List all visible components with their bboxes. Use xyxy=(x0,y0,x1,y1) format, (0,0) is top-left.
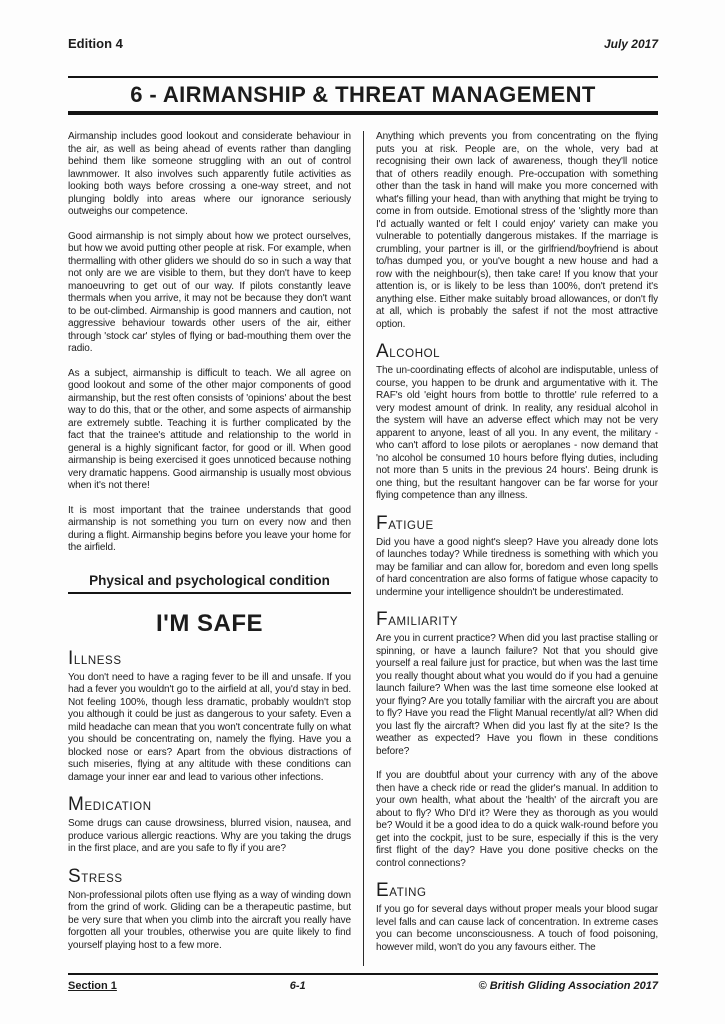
intro-paragraph-1: Airmanship includes good lookout and considerate behaviour in the air, as well as being ahead of events rather than dangling behind them like someone struggling with an out of control lawnmower. It also involves such apparently futile activities as looking both ways before crossing a one-way street, and not plunging boldly into areas where our ignorance seriously outweighs our competence. xyxy=(68,131,351,217)
section-body-fatigue: Did you have a good night's sleep? Have you already done lots of launches today? While tiredness is something with which you may be familiar and can allow for, boredom and even long spells of hard concentration are also forms of fatigue whose capacity to undermine your intelligence shouldn't be underestimated. xyxy=(376,536,658,598)
footer-section-label: Section 1 xyxy=(68,980,117,992)
footer-page-number: 6-1 xyxy=(289,980,306,992)
section-heading-fatigue: FATIGUE xyxy=(376,512,434,534)
section-body-stress: Non-professional pilots often use flying as a way of winding down from the grind of work. Gliding can be a therapeutic pastime, but be very sure that when you climb into the aircraft you really have forgotten all your troubles, otherwise you are quite likely to find yourself playing host to a few more. xyxy=(68,889,351,951)
section-body-familiarity-2: If you are doubtful about your currency with any of the above then have a check ride or read the glider's manual. In addition to your own health, what about the 'health' of the aircraft you are about to fly? Who DI'd it? Were they as thorough as you would be? Would it be a good idea to do a quick walk-round before you get into the cockpit, just to be sure, especially if this is the very first flight of the day? Have you done positive checks on the control connections? xyxy=(376,770,658,869)
intro-paragraph-4: It is most important that the trainee understands that good airmanship is not something you turn on every now and then during a flight. Airmanship begins before you leave your home for the airfield. xyxy=(68,504,351,553)
section-heading-illness: ILLNESS xyxy=(68,647,122,669)
intro-paragraph-2: Good airmanship is not simply about how we protect ourselves, but how we avoid putting other people at risk. For example, when thermalling with other gliders we should do so in such a way that not only are we are visible to them, but they don't have to keep manoeuvring to get out of our way. If pilots constantly leave thermals when you arrive, it may not be because they don't want to be out-climbed. Airmanship is good manners and caution, not aggressive behaviour towards other users of the air, either through 'stock car' styles of flying or bad-mouthing them over the radio. xyxy=(68,230,351,354)
concentration-paragraph: Anything which prevents you from concentrating on the flying puts you at risk. People are, on the whole, very bad at recognising their own lack of awareness, though they'll notice that of others readily enough. Pre-occupation with something other than the task in hand will make you more concerned with what's filling your head, than with anything that might be trying to come in from outside. Emotional stress of the 'slightly more than I'd actually wanted or felt I could enjoy' variety can make you vulnerable to potentially dangerous mistakes. If the marriage is crumbling, your partner is ill, or the girlfriend/boyfriend is about to/has dumped you, or you've bought a new house and had a row with the neighbour(s), then take care! If you know that your attention is, or is likely to be less than 100%, don't pretend it's anything else. Either make suitably broad allowances, or don't fly at all, which is probably the safest if not the most attractive option. xyxy=(376,131,658,330)
section-heading-eating: EATING xyxy=(376,880,427,901)
section-heading-medication: MEDICATION xyxy=(68,794,152,815)
page-content xyxy=(68,0,658,966)
left-column xyxy=(68,131,363,966)
footer-copyright: © British Gliding Association 2017 xyxy=(478,980,658,992)
section-body-alcohol: The un-coordinating effects of alcohol are indisputable, unless of course, you happen to be drunk and argumentative with it. The RAF's old 'eight hours from bottle to throttle' rule referred to a very modest amount of drink. In reality, any residual alcohol in the system will have an adverse effect which may not be very apparent to anyone, least of all you. In any event, the military - who can't afford to lose pilots or aeroplanes - now demand that 'no alcohol be consumed 10 hours before flying duties, including not more than 5 units in the previous 24 hours'. Being drunk is one thing, but the resultant hangover can be far worse for your flying competence than any illness. xyxy=(376,365,658,501)
page-header xyxy=(68,0,658,51)
chapter-title: 6 - AIRMANSHIP & THREAT MANAGEMENT xyxy=(130,82,596,107)
intro-paragraph-3: As a subject, airmanship is difficult to teach. We all agree on good lookout and some of the other major components of good airmanship, but the rest often consists of 'opinions' about the best way to do this, that or the other, and some aspects of airmanship are extremely subtle. Teaching it is further complicated by the fact that the trainee's attitude and relationship to the world in general is a highly significant factor, for good or ill. When good airmanship is being exercised it goes unnoticed because nothing very dramatic happens. Good airmanship is usually most obvious when it's not there! xyxy=(68,367,351,491)
chapter-title-block xyxy=(68,76,658,115)
two-column-body xyxy=(68,131,658,966)
section-body-medication: Some drugs can cause drowsiness, blurred vision, nausea, and produce various allergic reactions. Why are you taking the drugs in the first place, and are you safe to fly if you are? xyxy=(68,818,351,854)
section-heading-familiarity: FAMILIARITY xyxy=(376,609,459,630)
edition-label: Edition 4 xyxy=(68,36,123,51)
section-heading-stress: STRESS xyxy=(68,865,123,887)
page-footer xyxy=(68,973,658,992)
section-body-eating: If you go for several days without proper meals your blood sugar level falls and can cause lack of concentration. In extreme cases you can become unconsciousness. A touch of food poisoning, however mild, won't do you any favours either. The xyxy=(376,904,658,953)
section-heading-alcohol: ALCOHOL xyxy=(376,341,441,362)
im-safe-heading: I'M SAFE xyxy=(155,609,264,637)
section-body-familiarity-1: Are you in current practice? When did you last practise stalling or spinning, or have a launch failure? Not that you should give yourself a real failure just for practice, but when was the last time you really thought about what you would do if you had a genuine launch failure? When was the last time someone else looked at your flying? Are you totally familiar with the aircraft you are about to fly? Have you read the Flight Manual recently/at all? When did you last fly the aircraft? When did you last fly at the site? Is the weather as expected? Have you flown in these conditions before? xyxy=(376,633,658,757)
section-body-illness: You don't need to have a raging fever to be ill and unsafe. If you had a fever you wouldn't go to the airfield at all, you'd stay in bed. Not feeling 100%, though less dramatic, probably wouldn't stop you although it could be just as dangerous to your safety. Even a mild headache can mean that you won't concentrate fully on what you should be concentrating on, namely the flying. Have you a blocked nose or ears? Apart from the obvious distractions of such miseries, flying at any altitude with these conditions can damage your inner ear and lead to various other infections. xyxy=(68,671,352,783)
date-label: July 2017 xyxy=(603,37,658,51)
right-column xyxy=(363,131,658,966)
physical-psychological-subheading: Physical and psychological condition xyxy=(68,573,351,594)
